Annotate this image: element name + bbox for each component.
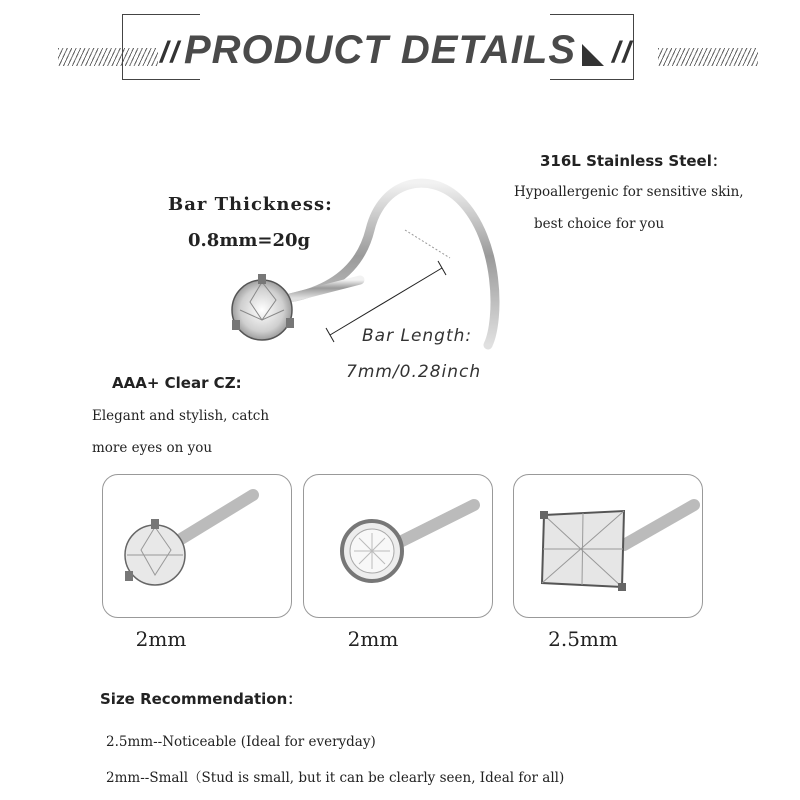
steel-title: 316L Stainless Steel： [540,152,727,170]
steel-line-1: Hypoallergenic for sensitive skin, [514,184,744,200]
page-title: PRODUCT DETAILS [183,28,577,72]
recommendation-title: Size Recommendation： [100,690,303,708]
recommendation-line-2: 2mm--Small（Stud is small, but it can be clearly seen, Ideal for all) [106,770,565,786]
square-stud-icon [514,475,703,618]
recommendation-line-1: 2.5mm--Noticeable (Ideal for everyday) [106,734,376,750]
option-card[interactable] [513,474,703,618]
left-slashes: // [160,36,181,69]
bar-length-value: 7mm/0.28inch [346,362,482,382]
steel-line-2: best choice for you [534,216,665,232]
title-frame-gap [200,10,550,18]
option-size-label: 2mm [135,627,187,651]
cz-line-1: Elegant and stylish, catch [92,408,270,424]
title-frame-gap-bottom [200,76,550,84]
option-card[interactable] [303,474,493,618]
right-slashes: // [612,36,633,69]
main-nose-stud-image [210,150,510,390]
bar-thickness-title: Bar Thickness: [168,194,333,215]
prong-round-stud-icon [103,475,292,618]
option-size-label: 2.5mm [548,627,618,651]
bar-length-title: Bar Length: [362,326,473,346]
bar-thickness-value: 0.8mm=20g [188,230,311,251]
cz-line-2: more eyes on you [92,440,213,456]
option-card[interactable] [102,474,292,618]
option-size-label: 2mm [347,627,399,651]
cz-title: AAA+ Clear CZ: [112,374,242,392]
right-hatch-decoration [658,48,758,66]
bezel-round-stud-icon [304,475,493,618]
